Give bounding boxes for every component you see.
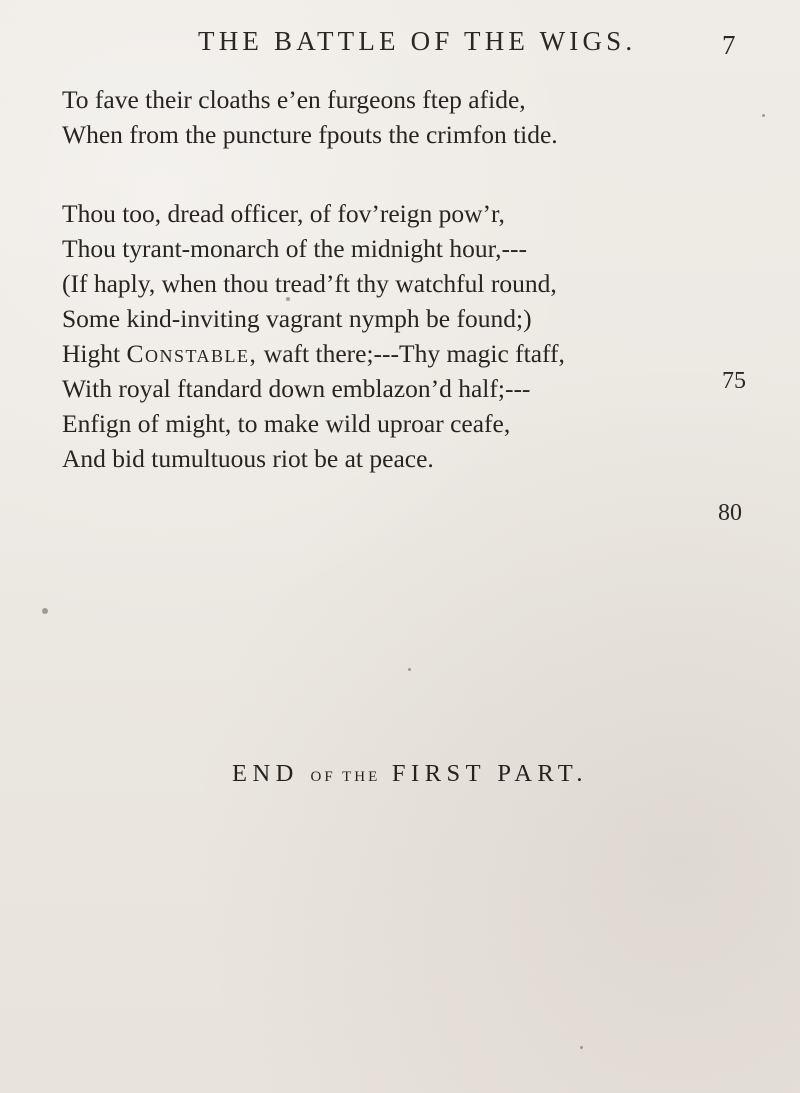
end-word: END <box>232 760 299 787</box>
verse-line: Thou tyrant-monarch of the midnight hour,--- <box>62 234 527 263</box>
paper-speck <box>408 668 411 671</box>
verse-line: Enfign of might, to make wild uproar ceafe, <box>62 409 511 438</box>
verse-line: And bid tumultuous riot be at peace. <box>62 444 434 473</box>
verse-text: Hight <box>62 339 127 368</box>
constable-word: Constable, <box>126 339 258 368</box>
paper-speck <box>42 608 48 614</box>
verse-line: To fave their cloaths e’en furgeons ftep afide, <box>62 85 526 114</box>
verse-line: Some kind-inviting vagrant nymph be found;) <box>62 304 532 333</box>
paper-speck <box>762 114 765 117</box>
verse-line: When from the puncture fpouts the crimfon tide. <box>62 120 558 149</box>
running-title: THE BATTLE OF THE WIGS. <box>198 26 637 56</box>
stanza-1 <box>62 82 558 152</box>
verse-line: (If haply, when thou tread’ft thy watchful round, <box>62 269 557 298</box>
stanza-2 <box>62 196 565 476</box>
verse-text: waft there;---Thy magic ftaff, <box>257 339 565 368</box>
verse-line-constable <box>62 336 565 371</box>
line-number-80: 80 <box>718 500 742 526</box>
paper-speck <box>580 1046 583 1049</box>
of-the-words: OF THE <box>310 769 381 785</box>
verse-line: With royal ftandard down emblazon’d half;--- <box>62 374 531 403</box>
line-number-75: 75 <box>722 368 746 394</box>
verse-line: Thou too, dread officer, of fov’reign pow’r, <box>62 199 505 228</box>
end-of-part-colophon <box>232 760 588 788</box>
first-part-words: FIRST PART. <box>391 760 589 787</box>
page-number: 7 <box>722 30 736 60</box>
paper-speck <box>286 297 290 301</box>
